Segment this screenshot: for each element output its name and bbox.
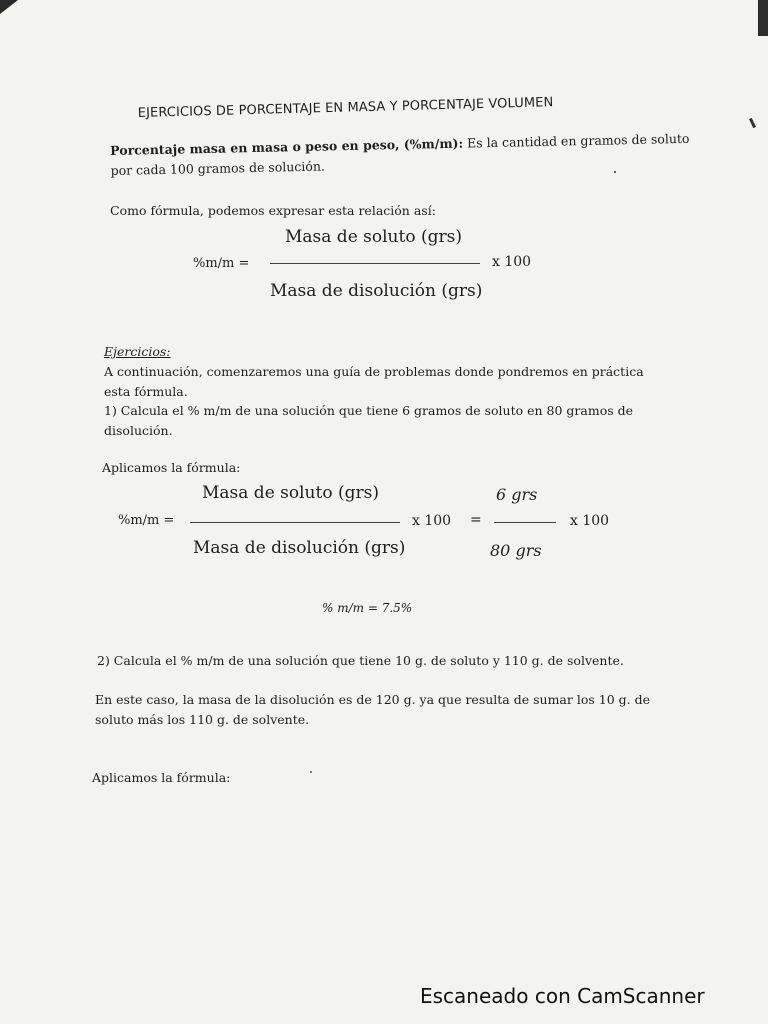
exercise2-explanation [95, 690, 650, 730]
exercises-heading: Ejercicios: [104, 344, 171, 359]
formula2-denominator-value: 80 grs [490, 541, 542, 560]
exercise2-explanation-line2: soluto más los 110 g. de solvente. [95, 712, 310, 727]
formula2-times: x 100 [412, 513, 452, 529]
formula2-equals: = [470, 512, 482, 528]
formula1-numerator: Masa de soluto (grs) [285, 227, 462, 247]
formula1-denominator: Masa de disolución (grs) [270, 281, 483, 301]
camscanner-watermark: Escaneado con CamScanner [420, 984, 705, 1008]
apply-formula-1: Aplicamos la fórmula: [102, 460, 241, 475]
document-title: EJERCICIOS DE PORCENTAJE EN MASA Y PORCENTAJE VOLUMEN [137, 95, 554, 121]
formula-intro: Como fórmula, podemos expresar esta relación así: [110, 203, 436, 218]
exercise-1 [104, 401, 633, 441]
formula2-fraction-bar-2 [494, 522, 556, 523]
formula1-fraction-bar [270, 263, 480, 264]
exercises-intro-line1: A continuación, comenzaremos una guía de problemas donde pondremos en práctica [104, 364, 644, 379]
formula2-denominator: Masa de disolución (grs) [193, 538, 406, 558]
formula2-numerator-value: 6 grs [496, 485, 538, 504]
definition-paragraph [110, 129, 690, 181]
formula1-lhs: %m/m = [193, 256, 250, 271]
exercise2-explanation-line1: En este caso, la masa de la disolución es de 120 g. ya que resulta de sumar los 10 g. de [95, 692, 650, 707]
exercise1-line2: disolución. [104, 423, 173, 438]
exercise-2: 2) Calcula el % m/m de una solución que tiene 10 g. de soluto y 110 g. de solvente. [97, 653, 624, 668]
stray-dot-2 [310, 771, 312, 773]
formula2-numerator: Masa de soluto (grs) [202, 483, 379, 503]
definition-text-line2: por cada 100 gramos de solución. [110, 158, 326, 178]
formula2-lhs: %m/m = [118, 513, 175, 528]
definition-text-line1: Es la cantidad en gramos de soluto [466, 130, 690, 151]
apply-formula-2: Aplicamos la fórmula: [92, 770, 231, 785]
result-1: % m/m = 7.5% [322, 601, 413, 615]
formula2-times-2: x 100 [570, 513, 610, 529]
exercises-intro-line2: esta fórmula. [104, 384, 188, 399]
exercise1-line1: 1) Calcula el % m/m de una solución que tiene 6 gramos de soluto en 80 gramos de [104, 403, 634, 418]
formula1-times: x 100 [492, 254, 532, 270]
definition-term: Porcentaje masa en masa o peso en peso, (%m/m): [110, 135, 464, 158]
exercises-intro [104, 342, 644, 402]
stray-dot [614, 171, 616, 173]
formula2-fraction-bar [190, 522, 400, 523]
